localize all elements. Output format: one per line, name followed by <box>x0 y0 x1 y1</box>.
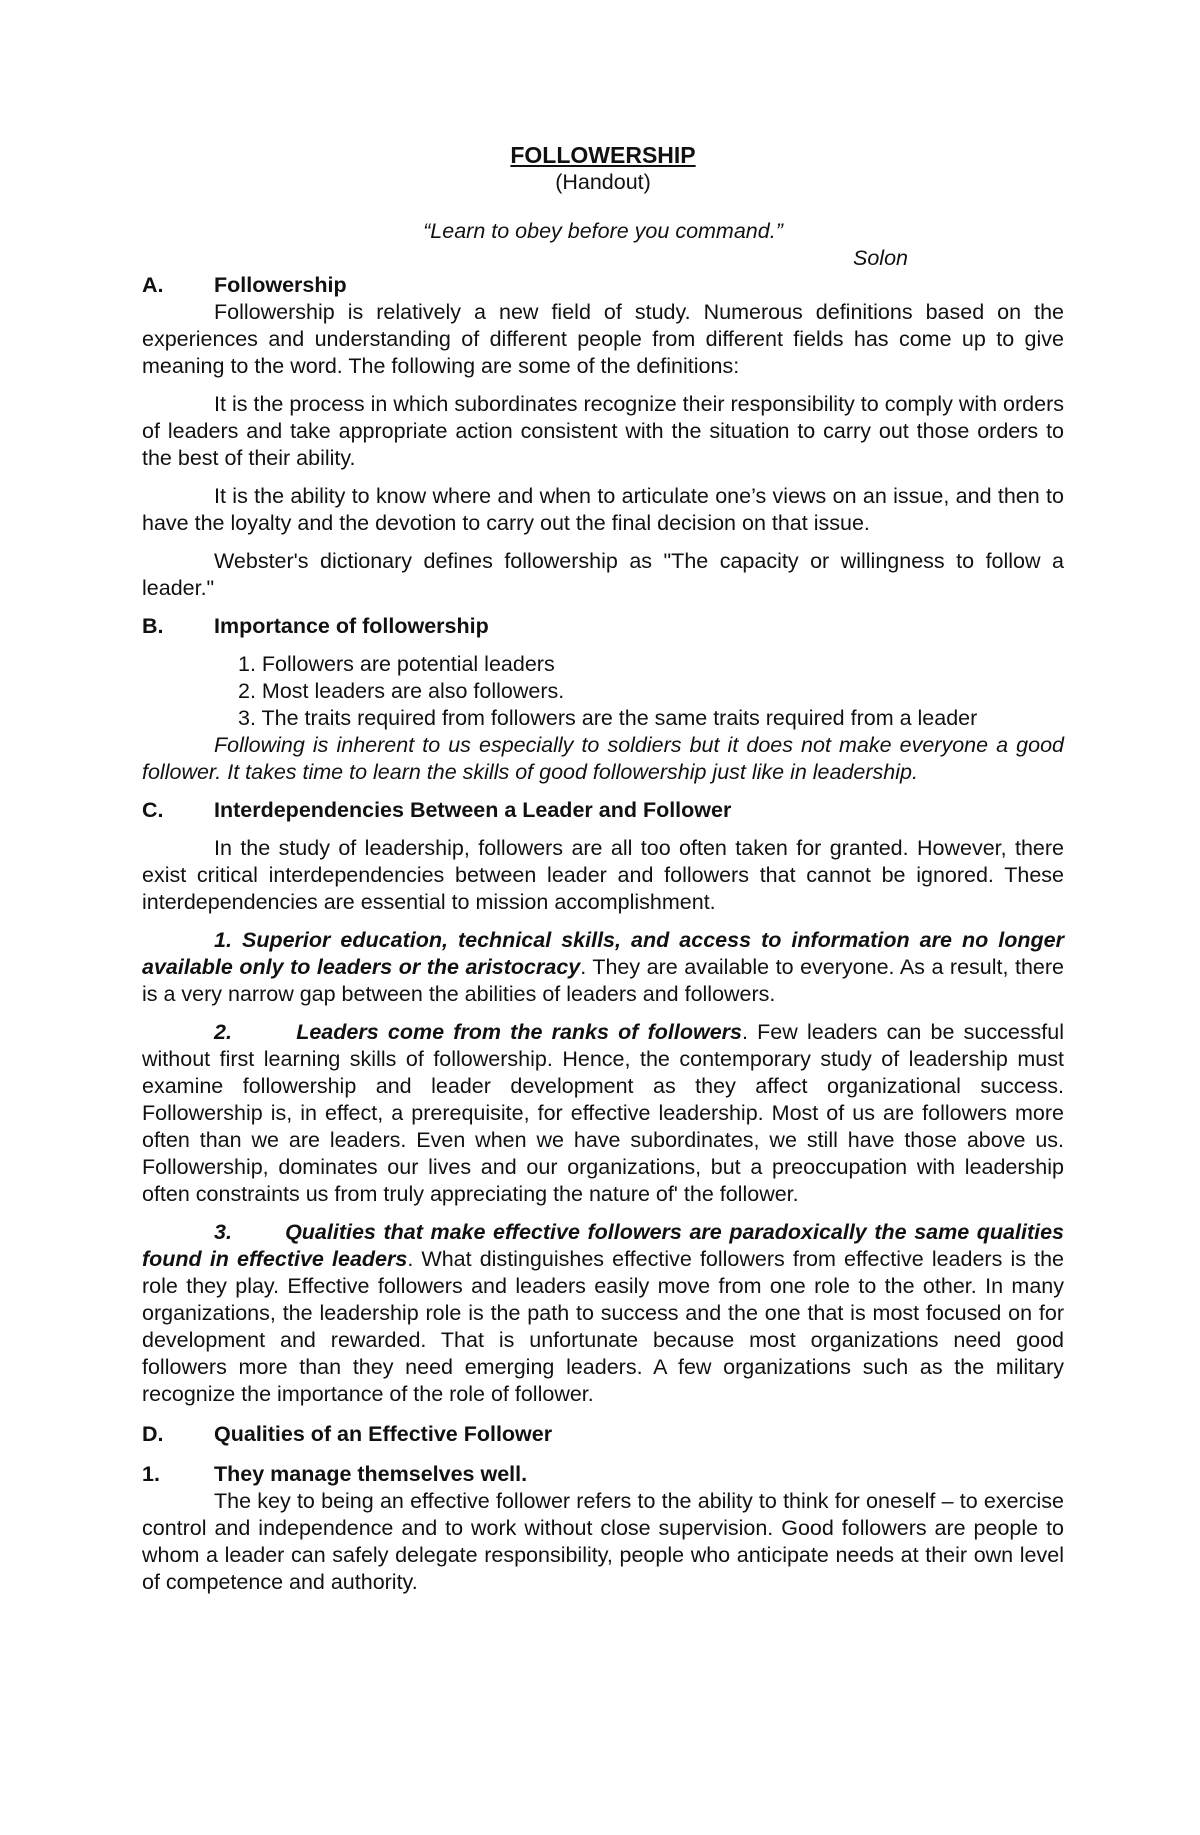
definition-3: Webster's dictionary defines followership as "The capacity or willingness to follow a leader." <box>142 549 1064 600</box>
interdependency-title: Qualities that make effective followers are paradoxically the same qualities found in effective leaders <box>142 1220 1064 1271</box>
section-d-heading <box>142 1421 1064 1448</box>
interdependency-3 <box>142 1219 1064 1408</box>
quality-1-heading <box>142 1461 1064 1488</box>
section-letter: A. <box>142 273 164 297</box>
section-c-intro: In the study of leadership, followers are all too often taken for granted. However, there exist critical interdependencies between leader and followers that cannot be ignored. These interdependencies are essential to mission accomplishment. <box>142 836 1064 914</box>
section-b-heading <box>142 613 1064 640</box>
section-letter: B. <box>142 614 164 638</box>
quality-number: 1. <box>142 1462 160 1486</box>
epigraph-quote: “Learn to obey before you command.” <box>423 219 783 243</box>
section-title: Interdependencies Between a Leader and Follower <box>214 798 732 822</box>
list-item: 1. Followers are potential leaders <box>238 652 555 676</box>
interdependency-1 <box>142 927 1064 1008</box>
interdependency-number: 1. <box>214 928 232 952</box>
section-letter: D. <box>142 1422 164 1446</box>
list-item: 2. Most leaders are also followers. <box>238 679 565 703</box>
section-title: Importance of followership <box>214 614 489 638</box>
interdependency-title: Leaders come from the ranks of followers <box>296 1020 743 1044</box>
section-c-heading <box>142 797 1064 824</box>
list-item: 3. The traits required from followers are the same traits required from a leader <box>238 706 978 730</box>
importance-list <box>142 651 1064 732</box>
interdependency-text: . Few leaders can be successful without first learning skills of followership. Hence, the contemporary study of leadership must examine followership and leader development as they affect organizational success. Followership is, in effect, a prerequisite, for effective leadership. Most of us are followers more often than we are leaders. Even when we have subordinates, we still have those above us. Followership, dominates our lives and our organizations, but a preoccupation with leadership often constraints us from truly appreciating the nature of' the follower. <box>142 1020 1064 1206</box>
page-subtitle: (Handout) <box>555 170 651 194</box>
section-letter: C. <box>142 798 164 822</box>
interdependency-2 <box>142 1019 1064 1208</box>
importance-note: Following is inherent to us especially to soldiers but it does not make everyone a good follower. It takes time to learn the skills of good followership just like in leadership. <box>142 733 1064 784</box>
section-title: Qualities of an Effective Follower <box>214 1422 553 1446</box>
section-title: Followership <box>214 273 347 297</box>
page-title: FOLLOWERSHIP <box>510 142 696 168</box>
interdependency-number: 3. <box>214 1220 232 1244</box>
quality-title: They manage themselves well. <box>214 1462 528 1486</box>
section-a-intro: Followership is relatively a new field of study. Numerous definitions based on the experiences and understanding of different people from different fields has come up to give meaning to the word. The following are some of the definitions: <box>142 300 1064 378</box>
interdependency-text: . They are available to everyone. As a result, there is a very narrow gap between the abilities of leaders and followers. <box>142 955 1064 1006</box>
epigraph-author: Solon <box>853 246 908 270</box>
interdependency-title: Superior education, technical skills, and access to information are no longer available only to leaders or the aristocracy <box>142 928 1064 979</box>
document-content <box>142 142 1064 1596</box>
interdependency-text: . What distinguishes effective followers from effective leaders is the role they play. Effective followers and leaders easily move from one role to the other. In many organizations, the leadership role is the path to success and the one that is most focused on for development and rewarded. That is unfortunate because most organizations need good followers more than they need emerging leaders. A few organizations such as the military recognize the importance of the role of follower. <box>142 1247 1065 1406</box>
interdependency-number: 2. <box>214 1020 232 1044</box>
quality-1-text: The key to being an effective follower refers to the ability to think for oneself – to exercise control and independence and to work without close supervision. Good followers are people to whom a leader can safely delegate responsibility, people who anticipate needs at their own level of competence and authority. <box>142 1489 1064 1594</box>
section-a-heading <box>142 272 1064 299</box>
definition-1: It is the process in which subordinates recognize their responsibility to comply with orders of leaders and take appropriate action consistent with the situation to carry out those orders to the best of their ability. <box>142 392 1064 470</box>
definition-2: It is the ability to know where and when to articulate one’s views on an issue, and then to have the loyalty and the devotion to carry out the final decision on that issue. <box>142 484 1064 535</box>
